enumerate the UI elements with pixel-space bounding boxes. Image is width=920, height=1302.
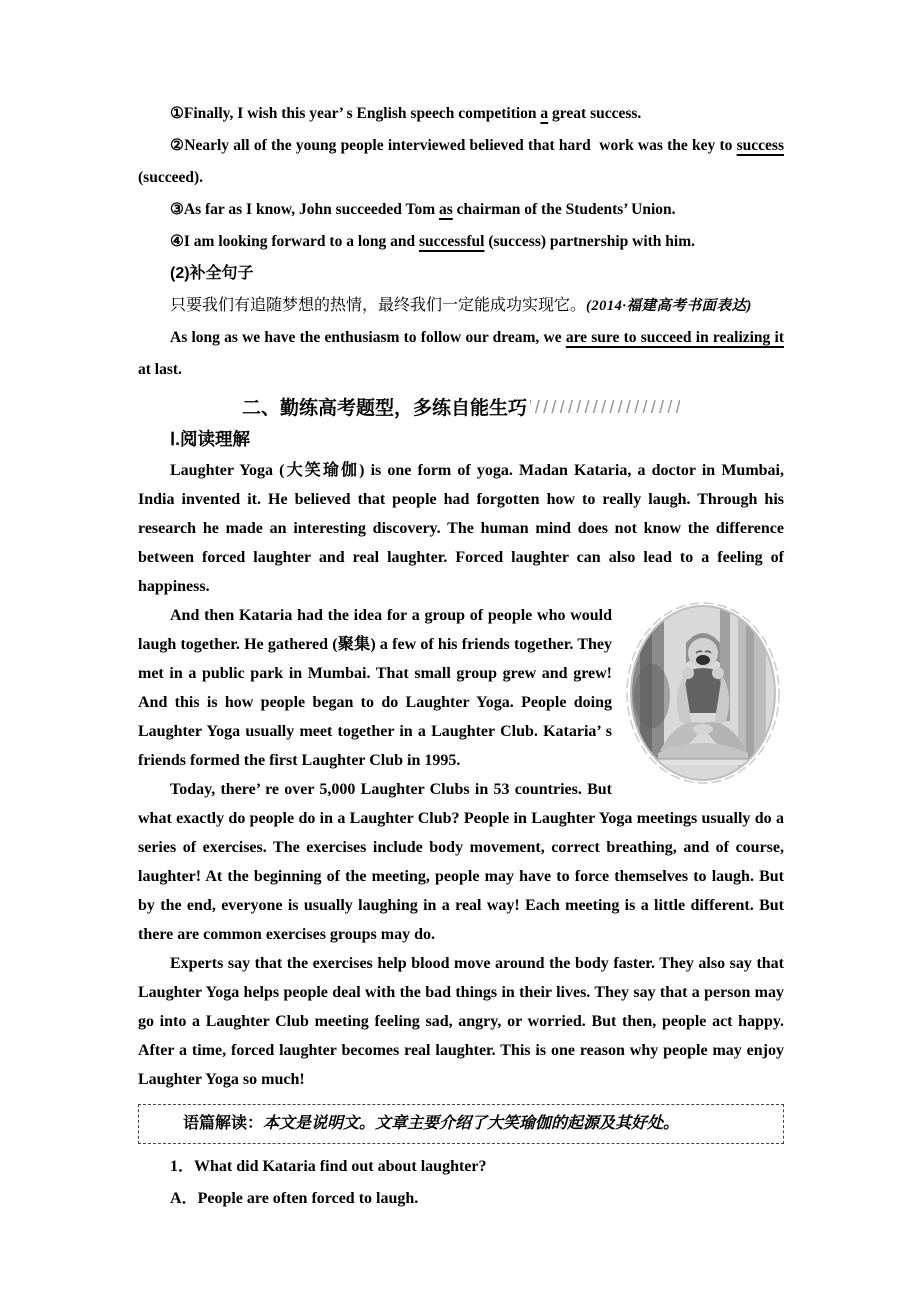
underlined-answer: a — [540, 105, 549, 122]
analysis-label: 语篇解读： — [183, 1115, 264, 1132]
passage-paragraph-1: Laughter Yoga (大笑瑜伽) is one form of yoga. Madan Kataria, a doctor in Mumbai, India invented it. He believed that people had forgotten how to really laugh. Through his research he made an interesting discovery. The human mind does not know the difference between forced laughter and real laughter. Forced laughter can also lead to a feeling of happiness. — [138, 462, 784, 595]
option-a — [138, 1184, 784, 1214]
chinese-prompt-text: 只要我们有追随梦想的热情，最终我们一定能成功实现它。 — [170, 297, 587, 314]
sentence-text: ③As far as I know, John succeeded Tom — [170, 201, 439, 218]
passage-paragraph-3: Today, there’ re over 5,000 Laughter Clubs in 53 countries. But what exactly do people do in a Laughter Club? People in Laughter Yoga meetings usually do a series of exercises. The exercises include body movement, correct breathing, and of course, laughter! At the beginning of the meeting, people may have to force themselves to laugh. But by the end, everyone is usually laughing in a real way! Each meeting is a little different. But there are common exercises groups may do. — [138, 781, 784, 943]
section2-header — [138, 390, 784, 422]
sentence-text: As long as we have the enthusiasm to follow our dream, we — [170, 329, 566, 346]
fill-sentence-1 — [138, 98, 784, 130]
underlined-answer: success — [736, 137, 784, 154]
question-1-text: What did Kataria find out about laughter? — [194, 1158, 487, 1175]
fill-sentence-2 — [138, 130, 784, 194]
page-content — [138, 98, 784, 1214]
sentence-text: ①Finally, I wish this year’ s English speech competition — [170, 105, 541, 122]
hatch-decoration — [530, 400, 680, 413]
fill-sentence-3 — [138, 194, 784, 226]
analysis-text: 本文是说明文。文章主要介绍了大笑瑜伽的起源及其好处。 — [263, 1115, 680, 1132]
sentence-text: great success. — [548, 105, 642, 122]
passage-paragraph-4: Experts say that the exercises help blood move around the body faster. They also say that Laughter Yoga helps people deal with the bad things in their lives. They say that a person may go into a Laughter Club meeting feeling sad, angry, or worried. But then, people act happy. After a time, forced laughter becomes real laughter. This is one reason why people may enjoy Laughter Yoga so much! — [138, 955, 784, 1088]
sentence-text: (succeed). — [138, 169, 203, 186]
sentence-text: at last. — [138, 361, 182, 378]
reading-passage — [138, 456, 784, 1094]
question-1 — [138, 1152, 784, 1182]
answer-sentence — [138, 322, 784, 386]
chinese-prompt-line — [138, 290, 784, 322]
fill-sentence-4 — [138, 226, 784, 258]
subsection-reading-comprehension: Ⅰ.阅读理解 — [170, 429, 251, 449]
option-a-label: A． — [170, 1190, 198, 1207]
question-1-number: 1． — [170, 1158, 195, 1175]
option-a-text: People are often forced to laugh. — [197, 1190, 419, 1207]
underlined-answer: as — [438, 201, 453, 218]
passage-analysis-box — [138, 1104, 784, 1144]
sentence-text: (success) partnership with him. — [484, 233, 696, 250]
sentence-text: ②Nearly all of the young people interviewed believed that hard work was the key to — [170, 137, 737, 154]
sentence-text: ④I am looking forward to a long and — [170, 233, 420, 250]
sentence-text: chairman of the Students’ Union. — [452, 201, 676, 218]
subheading-complete-sentences: (2)补全句子 — [170, 265, 254, 282]
passage-paragraph-2: And then Kataria had the idea for a group of people who would laugh together. He gathered (聚集) a few of his friends together. They met in a public park in Mumbai. That small group grew and grew! And this is how people began to do Laughter Yoga. People doing Laughter Yoga usually meet together in a Laughter Club. Kataria’ s friends formed the first Laughter Club in 1995. — [138, 607, 612, 769]
laughter-yoga-photo — [622, 601, 784, 785]
underlined-answer: are sure to succeed in realizing it — [565, 329, 784, 346]
laughing-woman-illustration — [622, 601, 784, 785]
underlined-answer: successful — [419, 233, 485, 250]
section2-title: 二、勤练高考题型，多练自能生巧 — [241, 397, 527, 419]
exam-source-tag: (2014·福建高考书面表达) — [586, 298, 752, 314]
